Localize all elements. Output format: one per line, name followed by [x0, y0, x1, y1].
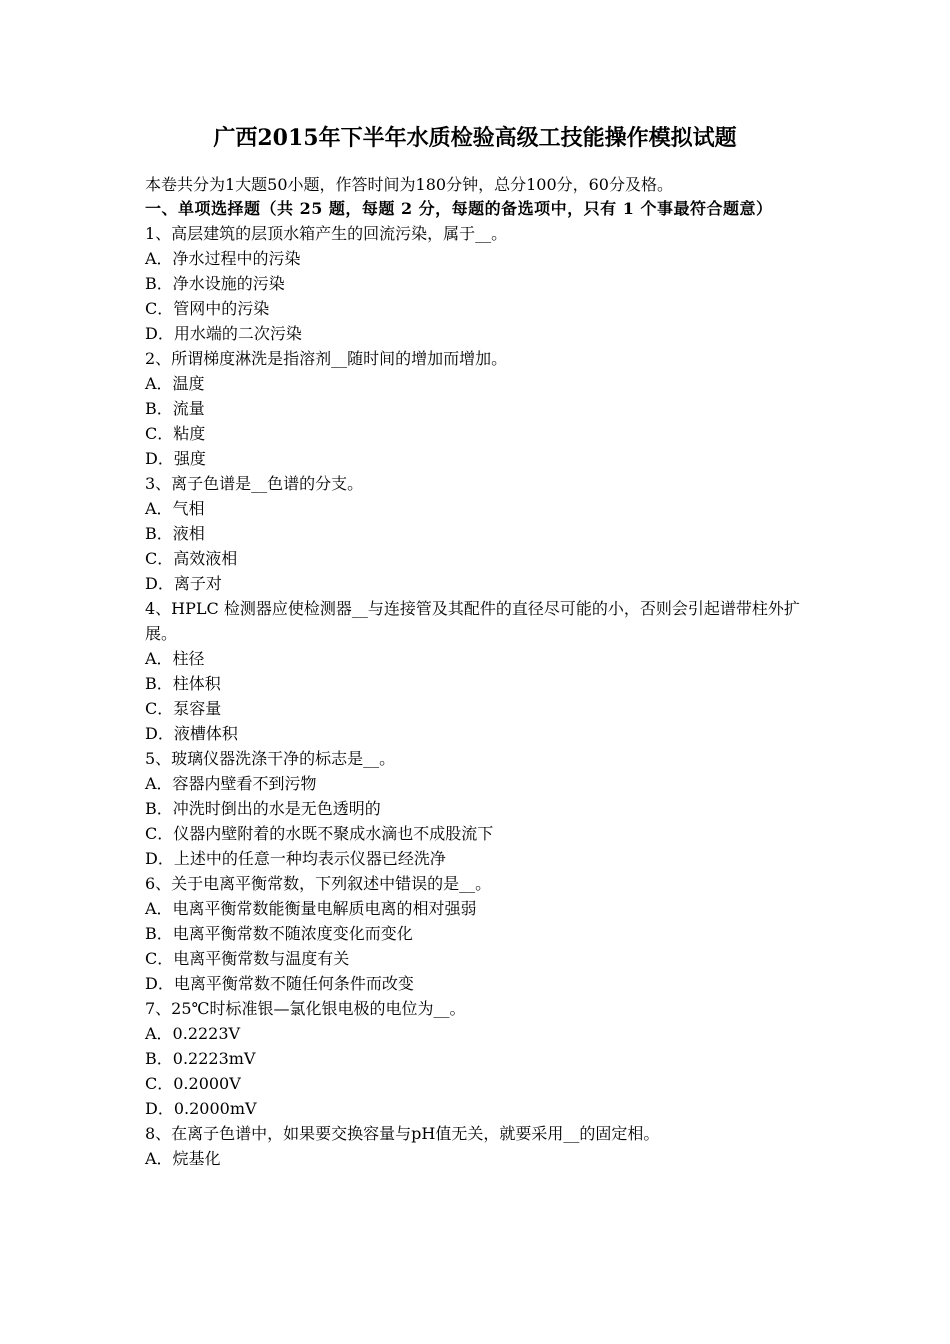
- option-a: A．柱径: [145, 649, 205, 668]
- option-c: C．电离平衡常数与温度有关: [145, 949, 350, 968]
- option-a: A．容器内壁看不到污物: [145, 774, 317, 793]
- question-stem: 8、在离子色谱中，如果要交换容量与pH值无关，就要采用__的固定相。: [145, 1124, 660, 1143]
- option-a: A．烷基化: [145, 1149, 221, 1168]
- question-stem: 7、25℃时标准银—氯化银电极的电位为__。: [145, 999, 466, 1018]
- question-7: [145, 996, 815, 1121]
- question-8: [145, 1121, 815, 1171]
- option-c: C．仪器内壁附着的水既不聚成水滴也不成股流下: [145, 824, 494, 843]
- option-a: A．温度: [145, 374, 205, 393]
- document-page: [145, 120, 815, 1171]
- exam-intro: 本卷共分为1大题50小题，作答时间为180分钟，总分100分，60分及格。: [145, 175, 673, 194]
- option-d: D．电离平衡常数不随任何条件而改变: [145, 974, 414, 993]
- option-b: B．流量: [145, 399, 205, 418]
- question-5: [145, 746, 815, 871]
- option-b: B．电离平衡常数不随浓度变化而变化: [145, 924, 413, 943]
- section-heading: 一、单项选择题（共 25 题，每题 2 分，每题的备选项中，只有 1 个事最符合题意）: [145, 199, 773, 218]
- option-a: A．气相: [145, 499, 205, 518]
- option-b: B．冲洗时倒出的水是无色透明的: [145, 799, 381, 818]
- option-d: D．用水端的二次污染: [145, 324, 302, 343]
- option-c: C．高效液相: [145, 549, 238, 568]
- question-stem: 2、所谓梯度淋洗是指溶剂__随时间的增加而增加。: [145, 349, 508, 368]
- option-d: D．上述中的任意一种均表示仪器已经洗净: [145, 849, 446, 868]
- option-d: D．强度: [145, 449, 206, 468]
- option-b: B．净水设施的污染: [145, 274, 285, 293]
- option-c: C．粘度: [145, 424, 206, 443]
- question-1: [145, 221, 815, 346]
- question-stem: 3、离子色谱是__色谱的分支。: [145, 474, 364, 493]
- option-c: C．管网中的污染: [145, 299, 270, 318]
- option-c: C．0.2000V: [145, 1074, 241, 1093]
- question-6: [145, 871, 815, 996]
- question-stem: 6、关于电离平衡常数，下列叙述中错误的是__。: [145, 874, 492, 893]
- question-stem: 5、玻璃仪器洗涤干净的标志是__。: [145, 749, 396, 768]
- option-b: B．柱体积: [145, 674, 221, 693]
- option-d: D．0.2000mV: [145, 1099, 257, 1118]
- option-b: B．0.2223mV: [145, 1049, 256, 1068]
- question-4: [145, 596, 815, 746]
- question-stem: 4、HPLC 检测器应使检测器__与连接管及其配件的直径尽可能的小，否则会引起谱带柱外扩展。: [145, 599, 800, 643]
- question-stem: 1、高层建筑的层顶水箱产生的回流污染，属于__。: [145, 224, 508, 243]
- question-3: [145, 471, 815, 596]
- option-d: D．离子对: [145, 574, 222, 593]
- option-a: A．0.2223V: [145, 1024, 241, 1043]
- question-2: [145, 346, 815, 471]
- option-b: B．液相: [145, 524, 205, 543]
- option-a: A．电离平衡常数能衡量电解质电离的相对强弱: [145, 899, 477, 918]
- page-title: 广西2015年下半年水质检验高级工技能操作模拟试题: [213, 125, 737, 151]
- option-c: C．泵容量: [145, 699, 222, 718]
- option-d: D．液槽体积: [145, 724, 238, 743]
- option-a: A．净水过程中的污染: [145, 249, 301, 268]
